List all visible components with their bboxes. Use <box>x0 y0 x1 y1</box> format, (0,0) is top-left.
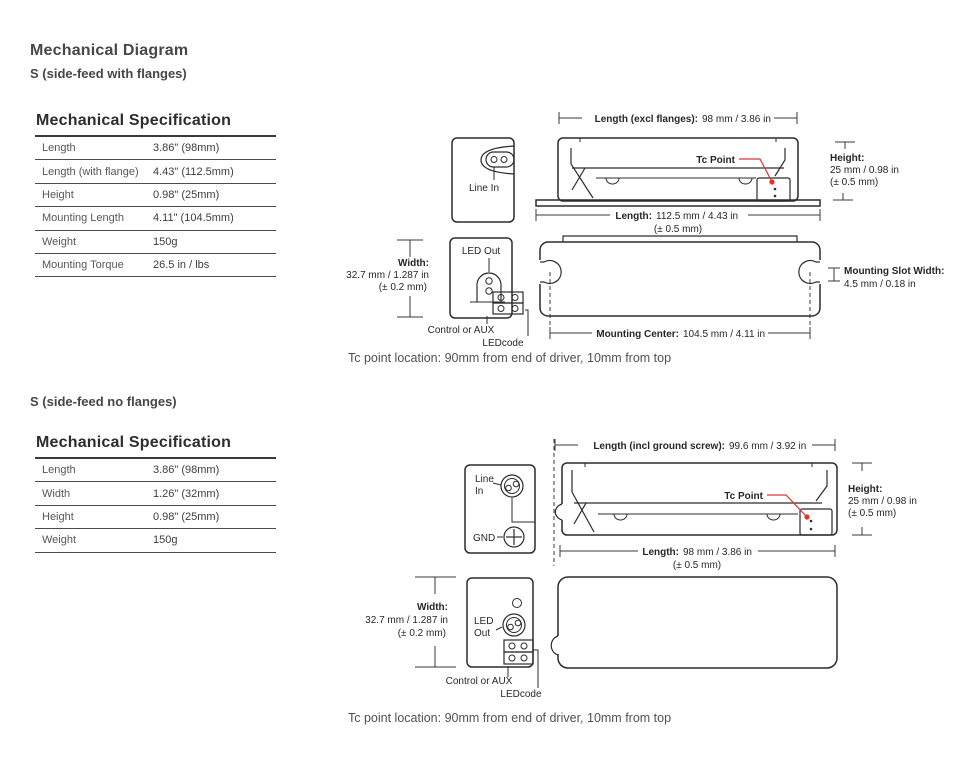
row-value: 150g <box>153 534 178 547</box>
table-row <box>35 529 276 552</box>
end-view-line-in <box>452 138 514 222</box>
row-label: Width <box>42 487 71 500</box>
dim-tolerance: (± 0.5 mm) <box>653 224 703 235</box>
tc-box <box>800 509 832 535</box>
top-view-no-flange <box>551 577 837 668</box>
dim-length-excl-flanges <box>559 110 797 125</box>
dim-value: 98 mm / 3.86 in <box>702 114 771 125</box>
tc-point-dot <box>804 514 809 519</box>
row-label: Height <box>42 188 74 201</box>
dim-height <box>830 142 899 200</box>
end-view-led-out <box>428 238 528 349</box>
dim-length-incl-ground-screw <box>555 437 835 452</box>
dim-width <box>346 240 429 317</box>
dim-value: 32.7 mm / 1.287 in <box>346 270 429 281</box>
row-label: Length <box>42 464 76 477</box>
end-view-led-out <box>446 578 542 700</box>
tc-point-leader <box>739 159 771 180</box>
dim-label: Length: <box>615 211 652 222</box>
row-value: 4.11" (104.5mm) <box>153 212 234 225</box>
table-row <box>35 506 276 529</box>
dim-label: Length: <box>642 547 679 558</box>
no-flange-mechanical-diagram <box>330 425 960 710</box>
dim-mounting-slot-width <box>828 266 944 290</box>
spec-table-title: Mechanical Specification <box>35 434 276 459</box>
row-label: Height <box>42 510 74 523</box>
spec-table-no-flange <box>35 434 276 553</box>
row-label: Mounting Length <box>42 212 124 225</box>
dim-tolerance: (± 0.2 mm) <box>378 282 427 293</box>
spec-table-title: Mechanical Specification <box>35 112 276 137</box>
gnd-label: GND <box>473 533 496 544</box>
line-in-label: Line In <box>468 183 500 194</box>
dim-label: Mounting Center: <box>596 329 679 340</box>
row-value: 150g <box>153 235 178 248</box>
dim-label: Height: <box>848 484 883 495</box>
dim-label: Width: <box>416 602 448 613</box>
dim-value: 25 mm / 0.98 in <box>848 496 917 507</box>
line-in-label: Line <box>475 474 494 485</box>
row-value: 26.5 in / lbs <box>153 259 210 272</box>
dim-label: Width: <box>397 258 429 269</box>
led-out-label: LED Out <box>461 246 501 257</box>
table-row <box>35 160 276 183</box>
row-value: 3.86" (98mm) <box>153 464 220 477</box>
dim-length-overall <box>536 208 820 235</box>
table-row <box>35 459 276 482</box>
control-aux-label: Control or AUX <box>427 325 495 336</box>
led-out-label: LED <box>474 616 494 627</box>
table-row <box>35 137 276 160</box>
row-label: Length (with flange) <box>42 165 139 178</box>
control-aux-label: Control or AUX <box>445 676 513 687</box>
row-label: Weight <box>42 534 77 547</box>
dim-value: 112.5 mm / 4.43 in <box>656 211 739 222</box>
row-value: 0.98" (25mm) <box>153 188 220 201</box>
tc-note-no-flange: Tc point location: 90mm from end of driver, 10mm from top <box>348 711 672 725</box>
dim-width <box>365 577 456 667</box>
dim-value: 4.5 mm / 0.18 in <box>844 279 916 290</box>
section-no-flange-subtitle: S (side-feed no flanges) <box>30 394 177 409</box>
table-row <box>35 231 276 254</box>
dim-tolerance: (± 0.5 mm) <box>672 560 722 571</box>
dim-value: 32.7 mm / 1.287 in <box>365 615 448 626</box>
line-in-connector <box>486 152 514 167</box>
table-row <box>35 482 276 505</box>
dim-tolerance: (± 0.2 mm) <box>397 628 446 639</box>
dim-tolerance: (± 0.5 mm) <box>830 177 879 188</box>
led-out-label-2: Out <box>474 628 491 639</box>
dim-label: Height: <box>830 153 865 164</box>
dim-value: 98 mm / 3.86 in <box>683 547 752 558</box>
table-row <box>35 207 276 230</box>
dim-tolerance: (± 0.5 mm) <box>848 508 897 519</box>
dim-value: 25 mm / 0.98 in <box>830 165 899 176</box>
dim-label: Length (excl flanges): <box>594 114 698 125</box>
dim-length-body <box>560 544 835 571</box>
row-value: 4.43" (112.5mm) <box>153 165 234 178</box>
dim-label: Length (incl ground screw): <box>593 441 725 452</box>
row-label: Length <box>42 142 76 155</box>
row-value: 0.98" (25mm) <box>153 510 220 523</box>
tc-point-label: Tc Point <box>724 491 763 502</box>
section-flanged-subtitle: S (side-feed with flanges) <box>30 66 187 81</box>
tc-point-label: Tc Point <box>696 155 735 166</box>
end-view-line-in-gnd <box>465 465 535 553</box>
side-view-no-flange <box>555 463 837 535</box>
row-value: 3.86" (98mm) <box>153 142 220 155</box>
ledcode-label: LEDcode <box>500 689 542 700</box>
table-row <box>35 184 276 207</box>
table-row <box>35 254 276 277</box>
row-label: Mounting Torque <box>42 259 124 272</box>
tc-note-flanged: Tc point location: 90mm from end of driver, 10mm from top <box>348 351 672 365</box>
dim-value: 104.5 mm / 4.11 in <box>683 329 766 340</box>
dim-label: Mounting Slot Width: <box>844 266 945 277</box>
row-label: Weight <box>42 235 77 248</box>
tc-point-dot <box>769 179 774 184</box>
spec-table-flanged <box>35 112 276 277</box>
page-title: Mechanical Diagram <box>30 42 189 59</box>
flanged-mechanical-diagram <box>330 95 960 355</box>
top-view-flanged <box>535 236 825 340</box>
ledcode-label: LEDcode <box>482 338 524 349</box>
tc-point-annotation <box>696 155 774 185</box>
row-value: 1.26" (32mm) <box>153 487 220 500</box>
side-view-flanged <box>536 138 820 206</box>
terminal-block <box>504 640 533 652</box>
line-in-label-2: In <box>475 486 484 497</box>
dim-height <box>848 463 917 535</box>
dim-mounting-center <box>550 326 810 340</box>
dim-value: 99.6 mm / 3.92 in <box>729 441 807 452</box>
